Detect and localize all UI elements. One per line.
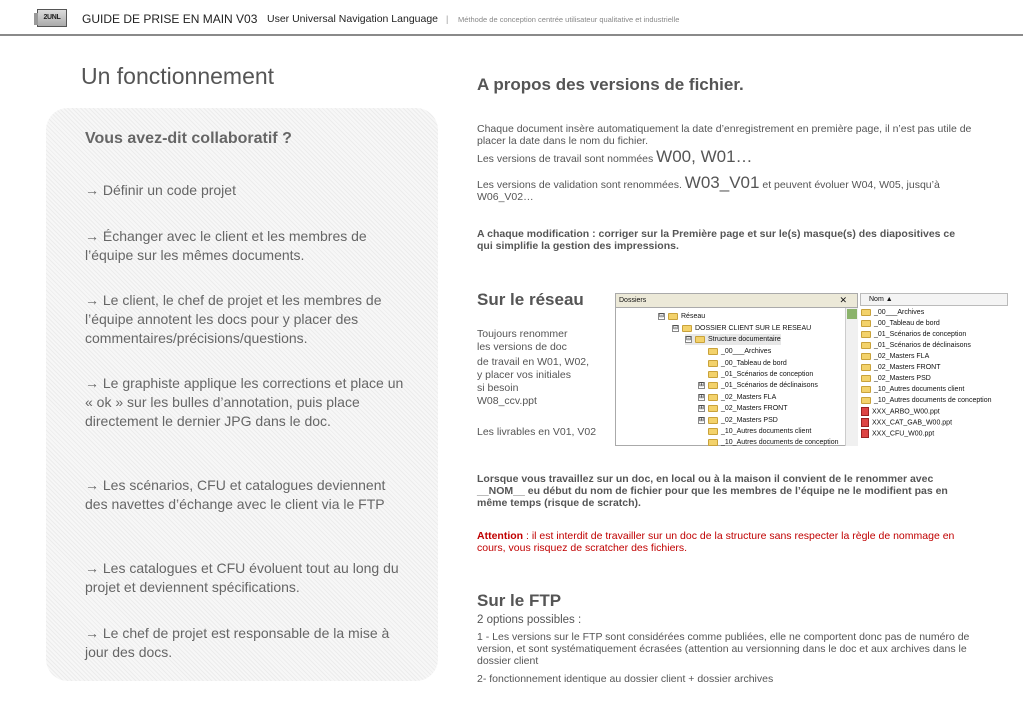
folder-icon bbox=[861, 342, 871, 349]
file-name: _00___Archives bbox=[874, 309, 925, 316]
folder-icon bbox=[708, 439, 718, 446]
powerpoint-file-icon bbox=[861, 418, 869, 427]
versions-paragraph: Chaque document insère automatiquement la date d’enregistrement en première page, il n’est pas utile de placer la date dans le nom du fichier. bbox=[477, 123, 972, 147]
folder-icon bbox=[861, 320, 871, 327]
file-name: _10_Autres documents de conception bbox=[874, 397, 992, 404]
versions-heading: A propos des versions de fichier. bbox=[477, 75, 744, 94]
panel-item: → Échanger avec le client et les membres de l’équipe sur les mêmes documents. bbox=[85, 228, 367, 263]
tree-item-label: _02_Masters PSD bbox=[721, 417, 778, 424]
file-row[interactable] bbox=[861, 396, 992, 406]
expand-icon[interactable]: ⊞ bbox=[699, 404, 705, 411]
page-title: Un fonctionnement bbox=[81, 63, 275, 89]
file-row[interactable] bbox=[861, 429, 934, 439]
network-rule-line: de travail en W01, W02, bbox=[477, 356, 590, 368]
file-row[interactable] bbox=[861, 374, 931, 384]
tree-item[interactable] bbox=[698, 392, 776, 403]
network-attention-note bbox=[477, 530, 957, 554]
folder-icon bbox=[668, 313, 678, 320]
tree-item[interactable] bbox=[698, 403, 788, 414]
tree-item-label: Réseau bbox=[681, 313, 706, 320]
versions-working-text: Les versions de travail sont nommées bbox=[477, 153, 657, 165]
ftp-option-1: 1 - Les versions sur le FTP sont considérées comme publiées, elle ne comportent donc pas de numéro de version, et sont systématiquement écrasées (attention au versionning dans le doc et aux archives dans le dossier client bbox=[477, 631, 970, 667]
folder-tree-pane bbox=[615, 293, 858, 446]
expand-icon[interactable]: ⊞ bbox=[699, 381, 705, 388]
file-row[interactable] bbox=[861, 418, 952, 428]
folder-tree-header bbox=[616, 294, 857, 308]
ftp-heading: Sur le FTP bbox=[477, 591, 562, 610]
tree-item-label: _10_Autres documents de conception bbox=[721, 439, 839, 446]
panel-item: → Le chef de projet est responsable de la mise à jour des docs. bbox=[85, 625, 390, 660]
file-name: XXX_CAT_GAB_W00.ppt bbox=[872, 419, 953, 427]
versions-validation bbox=[477, 173, 977, 203]
folder-icon bbox=[861, 364, 871, 371]
versions-validation-text: Les versions de validation sont renommées. bbox=[477, 179, 685, 191]
file-row[interactable] bbox=[861, 363, 941, 373]
powerpoint-file-icon bbox=[861, 407, 869, 416]
panel-title: Vous avez-dit collaboratif ? bbox=[85, 130, 292, 147]
tree-item-label: _00___Archives bbox=[721, 348, 772, 355]
folder-icon bbox=[708, 405, 718, 412]
network-rule-line: si besoin bbox=[477, 382, 519, 394]
folder-tree-title: Dossiers bbox=[619, 297, 647, 304]
logo: 2UNL bbox=[37, 9, 67, 27]
expand-icon[interactable]: ⊞ bbox=[699, 393, 705, 400]
folder-icon bbox=[861, 309, 871, 316]
network-heading: Sur le réseau bbox=[477, 290, 584, 309]
folder-icon bbox=[682, 325, 692, 332]
tree-item[interactable] bbox=[708, 369, 813, 380]
tree-item-label: _02_Masters FLA bbox=[721, 394, 777, 401]
folder-icon bbox=[861, 397, 871, 404]
header-title: GUIDE DE PRISE EN MAIN V03 bbox=[82, 12, 258, 26]
folder-icon bbox=[861, 386, 871, 393]
attention-label: Attention bbox=[477, 530, 524, 542]
collapse-icon[interactable]: ⊟ bbox=[673, 324, 679, 331]
folder-icon bbox=[708, 394, 718, 401]
panel-item: → Définir un code projet bbox=[85, 182, 236, 198]
file-name: _00_Tableau de bord bbox=[874, 320, 940, 327]
file-list-pane bbox=[860, 293, 1008, 446]
tree-item[interactable] bbox=[708, 358, 787, 369]
folder-icon bbox=[861, 331, 871, 338]
file-row[interactable] bbox=[861, 330, 966, 340]
collapse-icon[interactable]: ⊟ bbox=[659, 312, 665, 319]
header-subtitle: User Universal Navigation Language bbox=[267, 13, 439, 25]
collaboration-panel bbox=[46, 108, 438, 681]
tree-item-label: DOSSIER CLIENT SUR LE RESEAU bbox=[695, 325, 812, 332]
file-name: _02_Masters FRONT bbox=[874, 364, 941, 371]
tree-item[interactable] bbox=[708, 346, 771, 357]
file-row[interactable] bbox=[861, 341, 971, 351]
panel-item: → Les catalogues et CFU évoluent tout au long du projet et deviennent spécifications. bbox=[85, 560, 399, 595]
tree-item-label: _01_Scénarios de conception bbox=[721, 371, 814, 378]
versions-validation-name: W03_V01 bbox=[684, 173, 760, 192]
file-name: _01_Scénarios de conception bbox=[874, 331, 967, 338]
scroll-up-icon[interactable] bbox=[847, 309, 857, 319]
network-rule-line: les versions de doc bbox=[477, 341, 567, 353]
file-explorer-screenshot bbox=[615, 293, 1008, 446]
versions-modification-note: A chaque modification : corriger sur la Première page et sur le(s) masque(s) des diapositives ce qui simplifie la gestion des impressions. bbox=[477, 228, 956, 252]
file-row[interactable] bbox=[861, 352, 929, 362]
folder-icon bbox=[708, 417, 718, 424]
file-name: _02_Masters FLA bbox=[874, 353, 930, 360]
file-name: XXX_ARBO_W00.ppt bbox=[872, 408, 940, 416]
tree-item-label: Structure documentaire bbox=[708, 336, 781, 343]
header-separator: | bbox=[446, 14, 449, 24]
tree-item-label: _01_Scénarios de déclinaisons bbox=[721, 382, 818, 389]
file-row[interactable] bbox=[861, 385, 964, 395]
tree-item[interactable] bbox=[698, 415, 778, 426]
powerpoint-file-icon bbox=[861, 429, 869, 438]
panel-item: → Le graphiste applique les corrections et place un « ok » sur les bulles d’annotation, puis place directement le dernier JPG dans le doc. bbox=[85, 375, 404, 429]
header-bar bbox=[0, 0, 1023, 36]
versions-working bbox=[477, 147, 977, 166]
file-name: XXX_CFU_W00.ppt bbox=[872, 430, 935, 438]
folder-icon bbox=[695, 336, 705, 343]
tree-item-label: _10_Autres documents client bbox=[721, 428, 812, 435]
network-rule-line: y placer vos initiales bbox=[477, 369, 571, 381]
file-name: _02_Masters PSD bbox=[874, 375, 931, 382]
file-row[interactable] bbox=[861, 407, 940, 417]
collapse-icon[interactable]: ⊟ bbox=[686, 335, 692, 342]
tree-item-selected[interactable] bbox=[685, 334, 781, 345]
network-rule-line: W08_ccv.ppt bbox=[477, 395, 537, 407]
file-name: _01_Scénarios de déclinaisons bbox=[874, 342, 971, 349]
tree-item-label: _02_Masters FRONT bbox=[721, 405, 788, 412]
panel-item: → Le client, le chef de projet et les membres de l’équipe annotent les docs pour y placer des commentaires/précisions/questions. bbox=[85, 292, 382, 346]
attention-text: : il est interdit de travailler sur un doc de la structure sans respecter la règle de nommage en cours, vous risquez de scratcher des fichiers. bbox=[477, 530, 955, 554]
tree-item[interactable] bbox=[672, 323, 811, 334]
panel-item: → Les scénarios, CFU et catalogues deviennent des navettes d’échange avec le client via le FTP bbox=[85, 477, 386, 512]
network-rule-line: Toujours renommer bbox=[477, 328, 568, 340]
close-icon[interactable]: ✕ bbox=[839, 295, 847, 305]
folder-icon bbox=[708, 428, 718, 435]
tree-item[interactable] bbox=[708, 437, 839, 448]
header-description: Méthode de conception centrée utilisateur qualitative et industrielle bbox=[458, 15, 680, 24]
folder-icon bbox=[708, 382, 718, 389]
network-local-work-note: Lorsque vous travaillez sur un doc, en local ou à la maison il convient de le renommer avec __NOM__ eu début du nom de fichier pour que les membres de l’équipe ne le modifient pas en même temps (risque de scratch). bbox=[477, 473, 948, 509]
folder-icon bbox=[708, 360, 718, 367]
folder-icon bbox=[861, 353, 871, 360]
file-name: _10_Autres documents client bbox=[874, 386, 965, 393]
file-list-header[interactable]: Nom ▲ bbox=[860, 293, 1008, 306]
tree-item[interactable] bbox=[708, 426, 811, 437]
folder-icon bbox=[708, 348, 718, 355]
ftp-options-intro: 2 options possibles : bbox=[477, 614, 582, 626]
versions-working-names: W00, W01… bbox=[656, 147, 753, 166]
folder-icon bbox=[708, 371, 718, 378]
tree-item[interactable] bbox=[698, 380, 818, 391]
ftp-option-2: 2- fonctionnement identique au dossier client + dossier archives bbox=[477, 673, 774, 685]
versions-validation-rest: et peuvent évoluer W04, W05, jusqu’à W06_V02… bbox=[477, 179, 940, 203]
tree-item[interactable] bbox=[658, 311, 705, 322]
file-row[interactable] bbox=[861, 308, 924, 318]
file-row[interactable] bbox=[861, 319, 940, 329]
tree-scrollbar[interactable] bbox=[845, 308, 858, 446]
tree-item-label: _00_Tableau de bord bbox=[721, 360, 787, 367]
folder-icon bbox=[861, 375, 871, 382]
network-deliverables: Les livrables en V01, V02 bbox=[477, 426, 597, 438]
expand-icon[interactable]: ⊞ bbox=[699, 416, 705, 423]
